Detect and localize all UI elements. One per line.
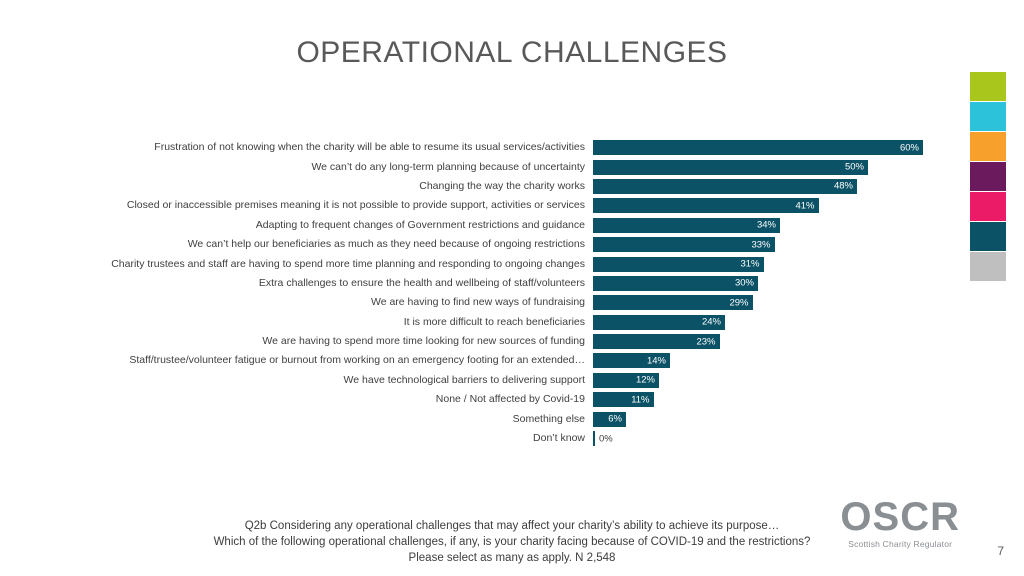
chart-row: [60, 351, 960, 370]
bar-value-label: 41%: [795, 200, 815, 212]
chart-row: [60, 216, 960, 235]
chart-row: [60, 332, 960, 351]
bar-category-label: None / Not affected by Covid-19: [435, 393, 585, 406]
color-swatch-strip: [970, 72, 1006, 282]
bar-category-label: It is more difficult to reach beneficiaries: [403, 315, 585, 328]
chart-row: [60, 274, 960, 293]
bar: [593, 412, 626, 427]
bar: [593, 237, 775, 252]
chart-row: [60, 429, 960, 448]
bar-track: [593, 373, 960, 388]
bar-value-label: 48%: [833, 180, 853, 192]
bar-category-label: Charity trustees and staff are having to spend more time planning and responding to ongoing changes: [111, 257, 585, 270]
bar: [593, 218, 780, 233]
bar: [593, 198, 819, 213]
chart-row: [60, 196, 960, 215]
swatch-purple: [970, 162, 1006, 191]
bar-track: [593, 431, 960, 446]
bar: [593, 353, 670, 368]
chart-row: [60, 157, 960, 176]
bar-value-label: 14%: [646, 355, 666, 367]
swatch-lime: [970, 72, 1006, 101]
bar-value-label: 11%: [631, 394, 650, 406]
bar-track: [593, 412, 960, 427]
bar-category-label: Don’t know: [533, 432, 585, 445]
bar-value-label: 30%: [734, 277, 754, 289]
footnote-line-2: Which of the following operational challenges, if any, is your charity facing because of COVID-19 and the restrictions?: [213, 536, 811, 548]
chart-row: [60, 371, 960, 390]
logo-subtitle: Scottish Charity Regulator: [848, 538, 953, 549]
bar-category-label: Changing the way the charity works: [419, 179, 585, 192]
bar-track: [593, 315, 960, 330]
bar-value-label: 31%: [740, 258, 760, 270]
bar: [593, 373, 659, 388]
bar-value-label: 23%: [696, 336, 716, 348]
bar-category-label: Closed or inaccessible premises meaning it is not possible to provide support, activities or services: [126, 199, 585, 212]
bar-category-label: Something else: [512, 412, 585, 425]
chart-row: [60, 293, 960, 312]
swatch-orange: [970, 132, 1006, 161]
bar-value-label: 24%: [701, 316, 721, 328]
bar-track: [593, 334, 960, 349]
bar: [593, 431, 613, 446]
bar-track: [593, 198, 960, 213]
page-number: 7: [997, 544, 1004, 558]
bar-value-label: 0%: [599, 433, 613, 445]
bar-track: [593, 179, 960, 194]
bar-value-label: 12%: [635, 374, 655, 386]
bar: [593, 315, 725, 330]
chart-row: [60, 390, 960, 409]
chart-row: [60, 254, 960, 273]
chart-row: [60, 235, 960, 254]
bar-value-label: 50%: [844, 161, 864, 173]
footnote-line-1: Q2b Considering any operational challenges that may affect your charity’s ability to achieve its purpose…: [244, 520, 780, 532]
chart-row: [60, 409, 960, 428]
bar-track: [593, 237, 960, 252]
bar-value-label: 34%: [756, 219, 776, 231]
bar-category-label: We are having to find new ways of fundraising: [370, 296, 585, 309]
bar-category-label: We have technological barriers to delivering support: [343, 373, 585, 386]
bar: [593, 392, 654, 407]
bar: [593, 257, 764, 272]
chart-row: [60, 138, 960, 157]
page-title: OPERATIONAL CHALLENGES: [296, 36, 728, 69]
bar: [593, 334, 720, 349]
oscr-logo: [840, 494, 960, 549]
bar-track: [593, 218, 960, 233]
bar-value-label: 60%: [899, 142, 919, 154]
bar: [593, 276, 758, 291]
swatch-cyan: [970, 102, 1006, 131]
bar-track: [593, 353, 960, 368]
swatch-teal: [970, 222, 1006, 251]
bar-category-label: We can’t do any long-term planning because of uncertainty: [311, 160, 585, 173]
bar-category-label: We can’t help our beneficiaries as much as they need because of ongoing restrictions: [187, 238, 585, 251]
bar-track: [593, 276, 960, 291]
bar-track: [593, 160, 960, 175]
bar-track: [593, 392, 960, 407]
bar: [593, 140, 923, 155]
bar-chart: [60, 138, 960, 458]
bar-category-label: Adapting to frequent changes of Government restrictions and guidance: [255, 218, 585, 231]
bar: [593, 179, 857, 194]
footnote-line-3: Please select as many as apply. N 2,548: [408, 552, 616, 564]
logo-wordmark: OSCR: [840, 494, 960, 539]
swatch-pink: [970, 192, 1006, 221]
bar-track: [593, 295, 960, 310]
bar-category-label: Extra challenges to ensure the health and wellbeing of staff/volunteers: [258, 276, 585, 289]
chart-row: [60, 313, 960, 332]
bar-value-label: 6%: [608, 413, 622, 425]
bar-value-label: 33%: [751, 239, 771, 251]
bar: [593, 160, 868, 175]
bar: [593, 295, 753, 310]
bar-track: [593, 257, 960, 272]
bar-track: [593, 140, 960, 155]
bar-value-label: 29%: [729, 297, 749, 309]
chart-row: [60, 177, 960, 196]
bar-category-label: Staff/trustee/volunteer fatigue or burnout from working on an emergency footing for an extended…: [129, 354, 585, 367]
swatch-grey: [970, 252, 1006, 281]
bar-category-label: We are having to spend more time looking for new sources of funding: [262, 335, 585, 348]
bar-category-label: Frustration of not knowing when the charity will be able to resume its usual services/activities: [154, 141, 585, 154]
